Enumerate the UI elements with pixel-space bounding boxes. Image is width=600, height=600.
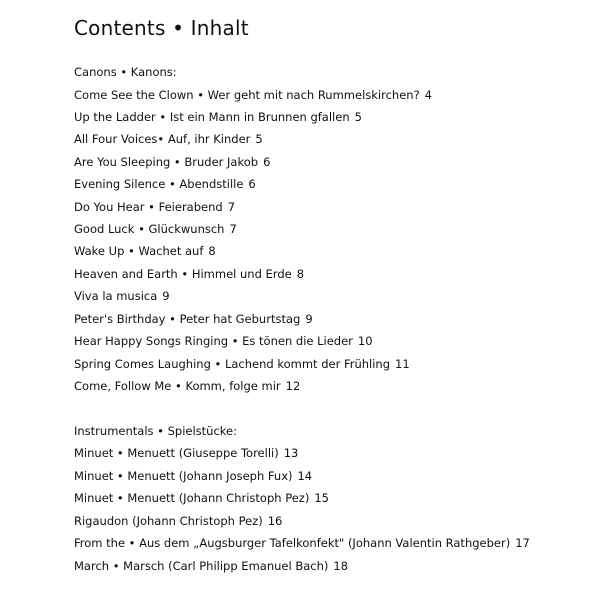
toc-entry bbox=[74, 289, 170, 303]
entry-page: 12 bbox=[285, 379, 301, 393]
entry-title: Evening Silence • Abendstille bbox=[74, 177, 244, 191]
entry-title: Heaven and Earth • Himmel und Erde bbox=[74, 267, 292, 281]
toc-entry bbox=[74, 536, 530, 550]
toc-entry bbox=[74, 222, 237, 236]
entry-title: From the • Aus dem „Augsburger Tafelkonfekt" (Johann Valentin Rathgeber) bbox=[74, 536, 511, 550]
entry-title: Rigaudon (Johann Christoph Pez) bbox=[74, 514, 263, 528]
toc-entry bbox=[74, 379, 300, 393]
entry-page: 18 bbox=[333, 559, 349, 573]
entry-title: Wake Up • Wachet auf bbox=[74, 244, 204, 258]
entry-page: 9 bbox=[162, 289, 170, 303]
entry-page: 15 bbox=[314, 491, 329, 505]
entry-title: Up the Ladder • Ist ein Mann in Brunnen gfallen bbox=[74, 110, 350, 124]
entry-title: Viva la musica bbox=[74, 289, 158, 303]
entry-page: 7 bbox=[227, 200, 236, 214]
entry-page: 7 bbox=[229, 222, 237, 236]
entry-page: 6 bbox=[263, 155, 271, 169]
entry-title: Come, Follow Me • Komm, folge mir bbox=[74, 379, 281, 393]
entry-page: 4 bbox=[424, 88, 432, 102]
toc-entry bbox=[74, 155, 270, 169]
page-title: Contents • Inhalt bbox=[74, 16, 249, 40]
entry-page: 14 bbox=[297, 469, 313, 483]
entry-title: Minuet • Menuett (Johann Christoph Pez) bbox=[74, 491, 310, 505]
section-heading-instrumentals: Instrumentals • Spielstücke: bbox=[74, 424, 237, 438]
entry-title: Minuet • Menuett (Johann Joseph Fux) bbox=[74, 469, 293, 483]
toc-entry bbox=[74, 469, 312, 483]
entry-title: Good Luck • Glückwunsch bbox=[74, 222, 225, 236]
toc-entry bbox=[74, 446, 298, 460]
entry-page: 5 bbox=[255, 132, 263, 146]
entry-page: 6 bbox=[248, 177, 256, 191]
toc-entry bbox=[74, 244, 216, 258]
entry-title: March • Marsch (Carl Philipp Emanuel Bach) bbox=[74, 559, 329, 573]
toc-entry bbox=[74, 312, 313, 326]
toc-entry bbox=[74, 88, 432, 102]
entry-page: 5 bbox=[354, 110, 362, 124]
toc-entry bbox=[74, 200, 235, 214]
toc-entry bbox=[74, 110, 362, 124]
section-heading-canons: Canons • Kanons: bbox=[74, 65, 177, 79]
entry-title: Are You Sleeping • Bruder Jakob bbox=[74, 155, 259, 169]
toc-entry bbox=[74, 514, 282, 528]
entry-page: 11 bbox=[395, 357, 410, 371]
entry-page: 10 bbox=[357, 334, 373, 348]
entry-page: 9 bbox=[305, 312, 313, 326]
toc-entry bbox=[74, 177, 256, 191]
toc-entry bbox=[74, 559, 348, 573]
toc-entry bbox=[74, 491, 329, 505]
entry-page: 16 bbox=[267, 514, 283, 528]
entry-title: Spring Comes Laughing • Lachend kommt der Frühling bbox=[74, 357, 391, 371]
entry-title: Do You Hear • Feierabend bbox=[74, 200, 223, 214]
entry-page: 13 bbox=[283, 446, 299, 460]
entry-title: Peter's Birthday • Peter hat Geburtstag bbox=[74, 312, 301, 326]
toc-entry bbox=[74, 132, 263, 146]
entry-page: 8 bbox=[296, 267, 305, 281]
toc-entry bbox=[74, 357, 410, 371]
entry-title: Hear Happy Songs Ringing • Es tönen die Lieder bbox=[74, 334, 353, 348]
entry-title: All Four Voices• Auf, ihr Kinder bbox=[74, 132, 251, 146]
entry-page: 8 bbox=[208, 244, 216, 258]
entry-title: Minuet • Menuett (Giuseppe Torelli) bbox=[74, 446, 279, 460]
toc-entry bbox=[74, 334, 373, 348]
entry-page: 17 bbox=[515, 536, 530, 550]
toc-entry bbox=[74, 267, 304, 281]
entry-title: Come See the Clown • Wer geht mit nach Rummelskirchen? bbox=[74, 88, 420, 102]
